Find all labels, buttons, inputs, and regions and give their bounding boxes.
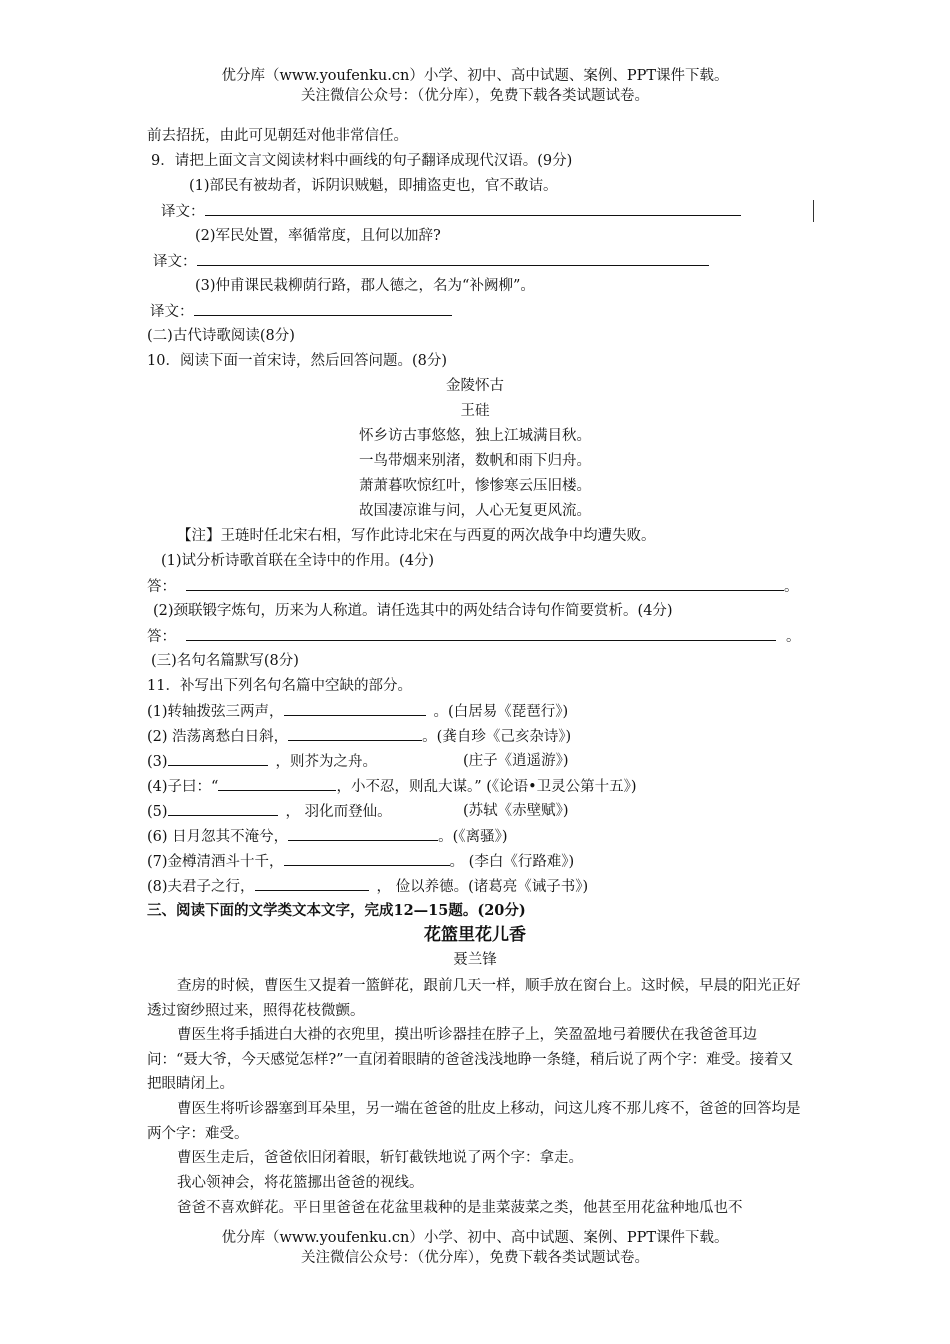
answer-label: 译文： (150, 304, 194, 320)
poem-author: 王硅 (460, 403, 490, 419)
q9-sentence-3: (3)仲甫课民栽柳荫行路，郡人德之，名为“补阙柳”。 (195, 278, 535, 294)
header-line-1: 优分库（www.youfenku.cn）小学、初中、高中试题、案例、PPT课件下载。 (221, 68, 729, 84)
fill-item-5-source: (苏轼《赤壁赋》) (463, 803, 569, 819)
fill-item-1: (1)转轴拨弦三两声， 。(白居易《琵琶行》) (147, 701, 568, 722)
answer-blank[interactable] (205, 201, 741, 216)
story-paragraph-1: 查房的时候，曹医生又提着一篮鲜花，跟前几天一样，顺手放在窗台上。这时候，早晨的阳光正好透过窗纱照过来，照得花枝微颤。 (147, 978, 801, 1019)
story-paragraph-5: 我心领神会，将花篮挪出爸爸的视线。 (177, 1175, 424, 1191)
answer-blank[interactable] (194, 301, 452, 316)
q9-sentence-1: (1)部民有被劫者，诉阴识贼魁，即捕盗吏也，官不敢诘。 (189, 178, 558, 194)
fill-item-6: (6) 日月忽其不淹兮， 。(《离骚》) (147, 826, 507, 847)
fill-blank[interactable] (288, 726, 422, 741)
story-paragraph-6: 爸爸不喜欢鲜花。平日里爸爸在花盆里栽种的是韭菜菠菜之类，他甚至用花盆种地瓜也不 (177, 1200, 743, 1216)
answer-blank[interactable] (186, 576, 784, 591)
q9-sentence-2: (2)军民处置，率循常度，且何以加辞? (195, 228, 441, 244)
q11-prompt: 11．补写出下列名句名篇中空缺的部分。 (147, 678, 412, 694)
q9-prompt: 9．请把上面文言文阅读材料中画线的句子翻译成现代汉语。(9分) (151, 153, 573, 169)
fill-blank[interactable] (288, 826, 438, 841)
q10-question-1: (1)试分析诗歌首联在全诗中的作用。(4分) (161, 553, 435, 569)
story-title: 花篮里花儿香 (424, 925, 526, 945)
fill-blank[interactable] (168, 751, 268, 766)
footer-line-1: 优分库（www.youfenku.cn）小学、初中、高中试题、案例、PPT课件下载。 (221, 1230, 729, 1246)
q10-prompt: 10．阅读下面一首宋诗，然后回答问题。(8分) (147, 353, 447, 369)
story-paragraph-4: 曹医生走后，爸爸依旧闭着眼，斩钉截铁地说了两个字：拿走。 (177, 1150, 583, 1166)
answer-label: 译文： (161, 204, 205, 220)
fill-item-2: (2) 浩荡离愁白日斜， 。(龚自珍《己亥杂诗》) (147, 726, 571, 747)
fill-item-5: (5) ， 羽化而登仙。 (147, 801, 392, 822)
poem-line-3: 萧萧暮吹惊红叶，惨惨寒云压旧楼。 (359, 478, 591, 494)
story-paragraph-3: 曹医生将听诊器塞到耳朵里，另一端在爸爸的肚皮上移动，问这儿疼不那儿疼不，爸爸的回答均是两个字：难受。 (147, 1101, 801, 1142)
fill-blank[interactable] (168, 801, 278, 816)
header-line-2: 关注微信公众号：（优分库），免费下载各类试题试卷。 (301, 88, 649, 104)
fill-item-7: (7)金樽清酒斗十千， 。 (李白《行路难》) (147, 851, 574, 872)
q10-answer-2: 答： 。 (147, 626, 801, 647)
answer-label: 答： (147, 629, 176, 645)
q9-answer-2 (153, 251, 709, 272)
fill-item-3: (3) ，则芥为之舟。 (147, 751, 377, 772)
story-author: 聂兰锋 (453, 952, 497, 968)
text-cursor (813, 200, 814, 222)
fill-item-4: (4)子曰：“ ，小不忍，则乱大谋。” (《论语•卫灵公第十五》) (147, 776, 637, 797)
q9-answer-3 (150, 301, 452, 322)
answer-label: 译文： (153, 254, 197, 270)
fill-item-8: (8)夫君子之行， ， 俭以养德。(诸葛亮《诫子书》) (147, 876, 588, 897)
section-2-heading: (二)古代诗歌阅读(8分) (147, 328, 295, 344)
top-line: 前去招抚，由此可见朝廷对他非常信任。 (147, 128, 408, 144)
poem-line-4: 故国凄凉谁与问，人心无复更风流。 (359, 503, 591, 519)
part-3-heading: 三、阅读下面的文学类文本文字，完成12—15题。(20分) (147, 902, 526, 919)
fill-blank[interactable] (255, 876, 369, 891)
answer-blank[interactable] (186, 626, 776, 641)
q10-question-2: (2)颈联锻字炼句，历来为人称道。请任选其中的两处结合诗句作简要赏析。(4分) (153, 603, 673, 619)
poem-line-2: 一鸟带烟来别渚，数帆和雨下归舟。 (359, 453, 591, 469)
fill-blank[interactable] (284, 701, 426, 716)
footer-line-2: 关注微信公众号：（优分库），免费下载各类试题试卷。 (301, 1250, 649, 1266)
poem-line-1: 怀乡访古事悠悠，独上江城满目秋。 (359, 428, 591, 444)
q9-answer-1 (161, 201, 741, 222)
poem-title: 金陵怀古 (446, 378, 504, 394)
fill-item-3-source: (庄子《逍遥游》) (463, 753, 569, 769)
q10-answer-1: 答： 。 (147, 576, 799, 597)
fill-blank[interactable] (284, 851, 450, 866)
fill-blank[interactable] (218, 776, 336, 791)
story-paragraph-2: 曹医生将手插进白大褂的衣兜里，摸出听诊器挂在脖子上，笑盈盈地弓着腰伏在我爸爸耳边问：“聂大爷，今天感觉怎样?”一直闭着眼睛的爸爸浅浅地睁一条缝，稍后说了两个字：难受。接着又把眼睛闭上。 (147, 1027, 794, 1092)
answer-blank[interactable] (197, 251, 709, 266)
answer-label: 答： (147, 579, 176, 595)
section-3-heading: (三)名句名篇默写(8分) (151, 653, 299, 669)
poem-note: 【注】王琏时任北宋右相，写作此诗北宋在与西夏的两次战争中均遭失败。 (177, 528, 656, 544)
